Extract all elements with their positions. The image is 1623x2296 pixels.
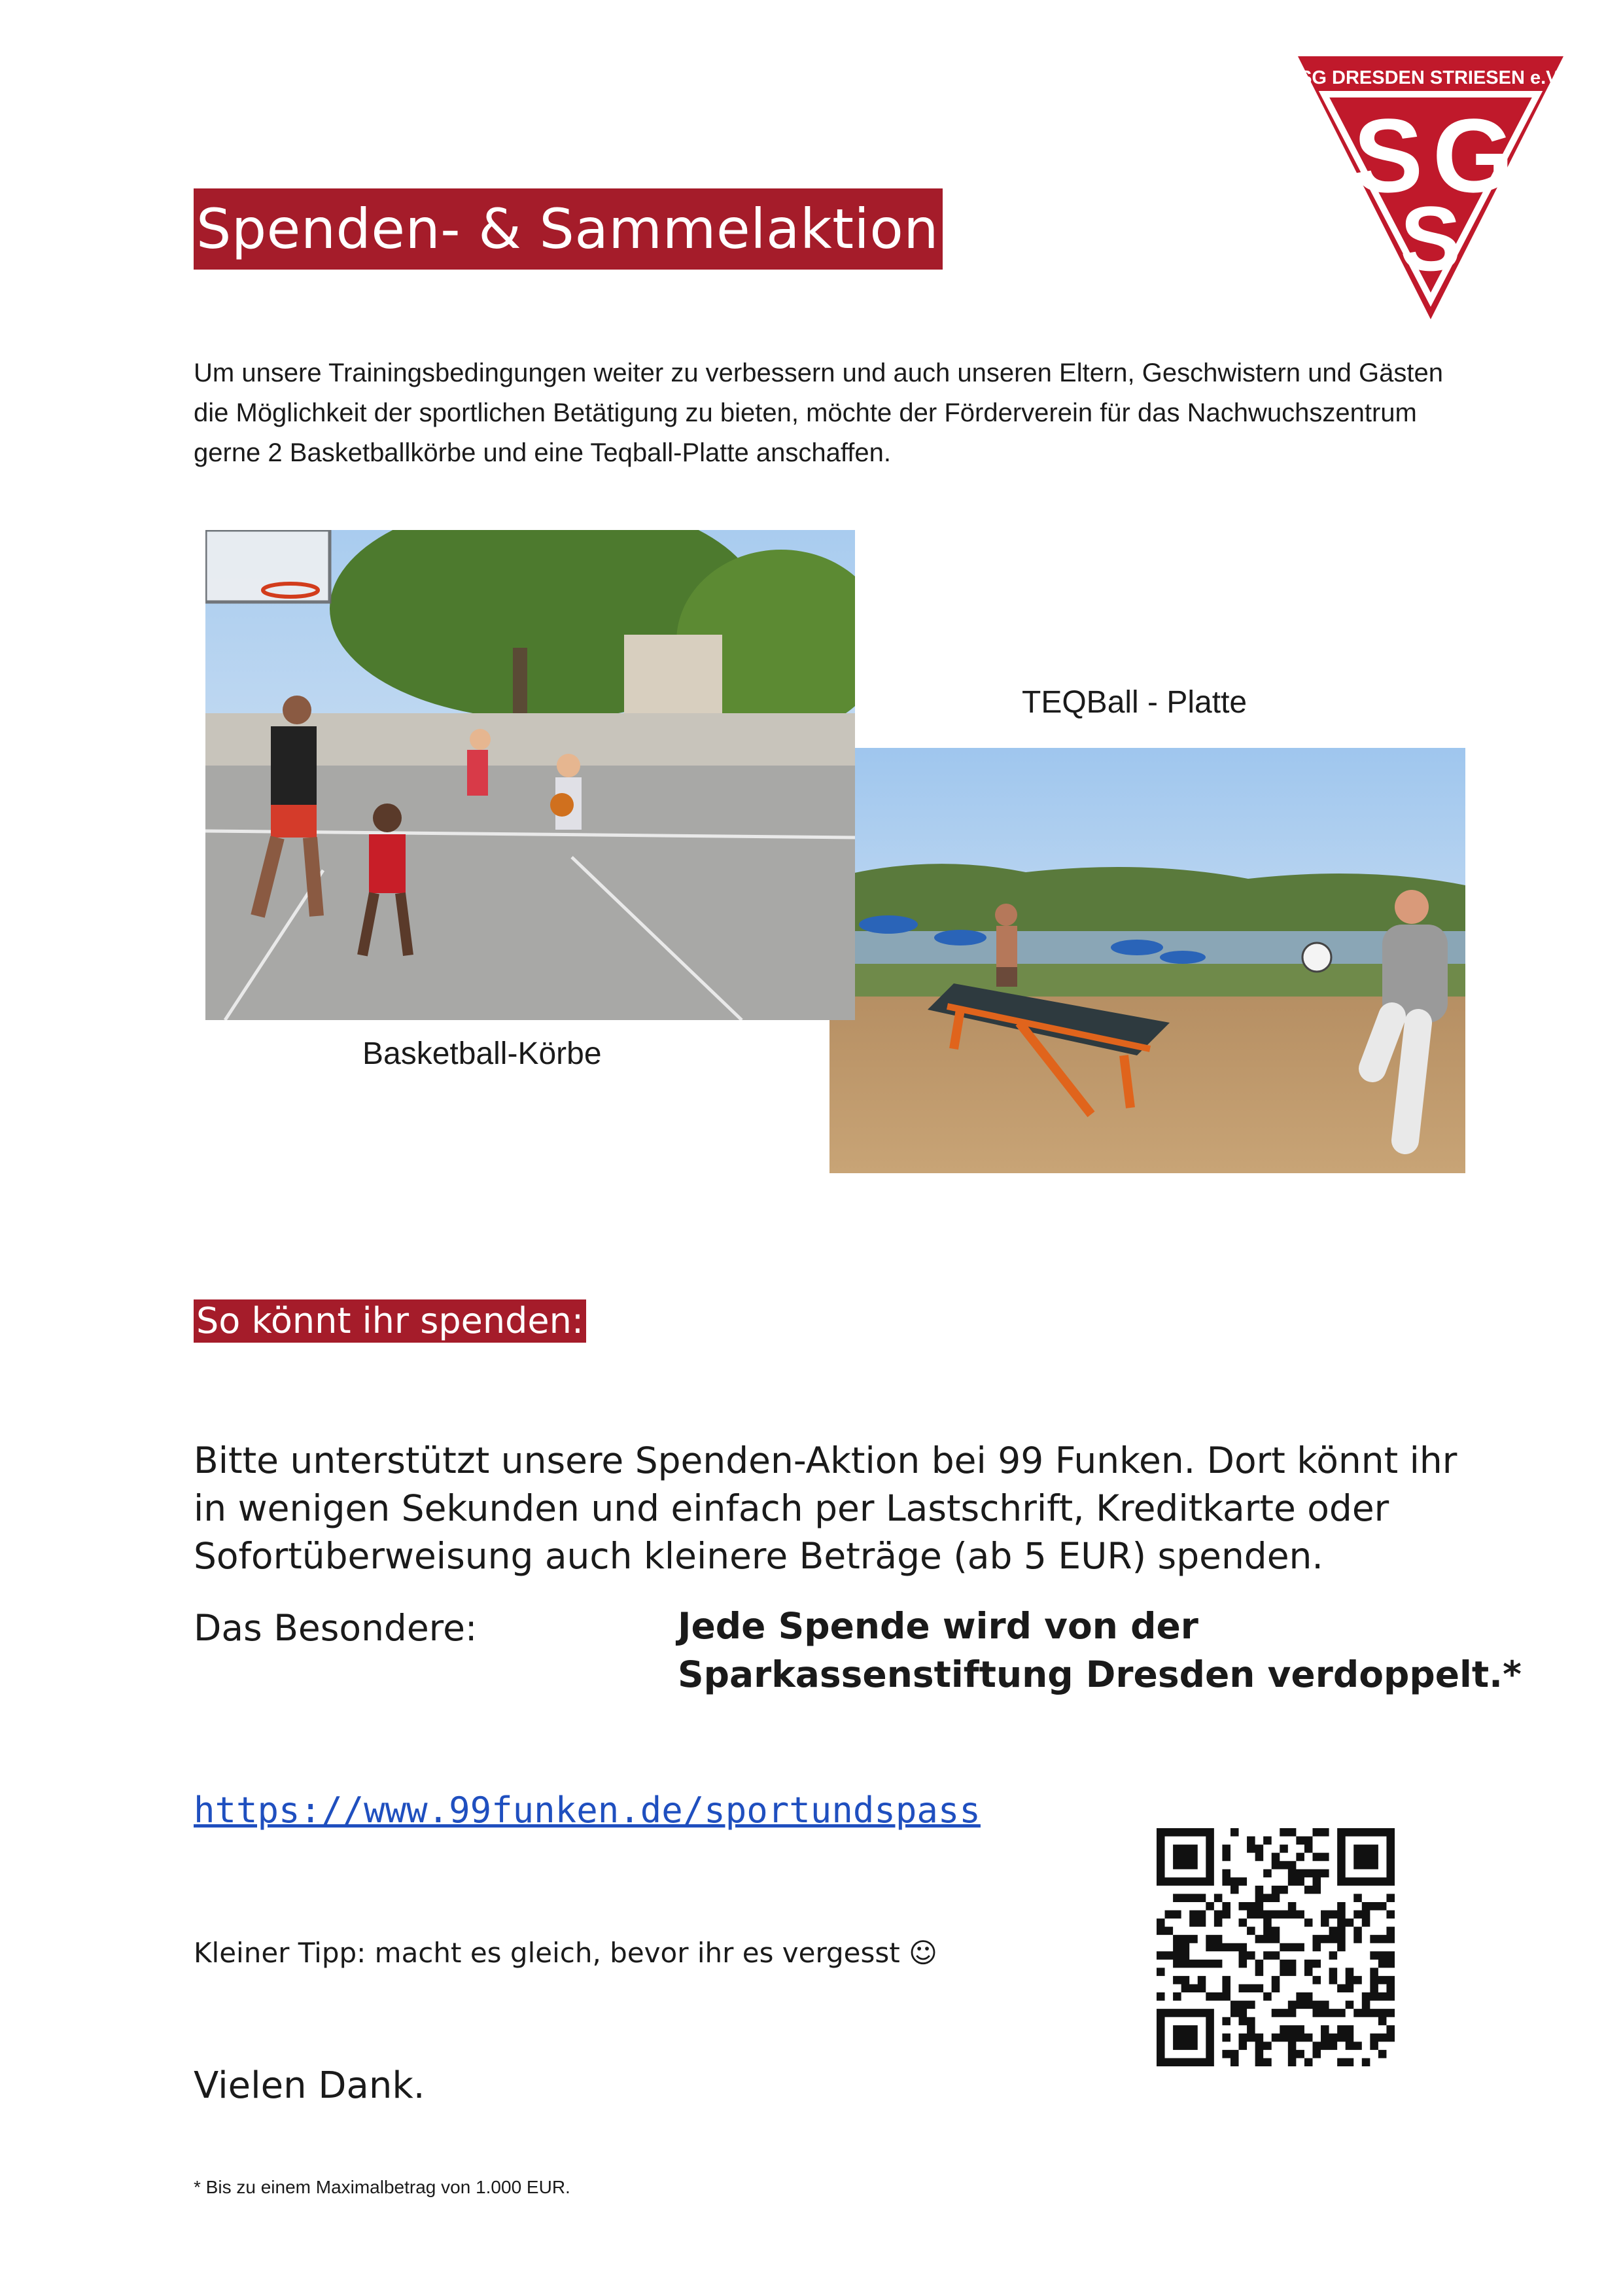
- special-line-1: Jede Spende wird von der: [678, 1605, 1198, 1647]
- donate-paragraph: Bitte unterstützt unsere Spenden-Aktion bei 99 Funken. Dort könnt ihr in wenigen Sekunden und einfach per Lastschrift, Kreditkarte oder Sofortüberweisung auch kleinere Beträge (ab 5 EUR) spenden.: [194, 1439, 1457, 1577]
- logo-letter-s1: S: [1353, 97, 1423, 214]
- special-text: [678, 1602, 1522, 1699]
- teqball-photo: [829, 748, 1465, 1173]
- basketball-photo: [205, 530, 855, 1020]
- donation-link[interactable]: https://www.99funken.de/sportundspass: [194, 1790, 981, 1831]
- special-line-2: Sparkassenstiftung Dresden verdoppelt.*: [678, 1653, 1522, 1695]
- logo-letter-s2: S: [1400, 187, 1461, 290]
- qr-code[interactable]: [1157, 1828, 1395, 2066]
- special-label: Das Besondere:: [194, 1607, 478, 1649]
- basketball-caption: Basketball-Körbe: [362, 1036, 602, 1071]
- footnote: * Bis zu einem Maximalbetrag von 1.000 EUR.: [194, 2177, 570, 2197]
- intro-paragraph: Um unsere Trainingsbedingungen weiter zu verbessern und auch unseren Eltern, Geschwistern und Gästen die Möglichkeit der sportlichen Betätigung zu bieten, möchte der Förderverein für das Nachwuchszentrum gerne 2 Basketballkörbe und eine Teqball-Platte anschaffen.: [194, 359, 1443, 467]
- thanks-text: Vielen Dank.: [194, 2064, 425, 2107]
- teqball-caption: TEQBall - Platte: [1022, 685, 1248, 720]
- logo-letter-g: G: [1432, 97, 1514, 214]
- club-logo: [1283, 51, 1578, 326]
- page-title: Spenden- & Sammelaktion: [194, 188, 943, 270]
- logo-club-name: SG DRESDEN STRIESEN e.V.: [1299, 67, 1562, 88]
- qr-finder-0: [1161, 1832, 1210, 1881]
- tip-text: Kleiner Tipp: macht es gleich, bevor ihr es vergesst ☺: [194, 1937, 937, 1969]
- qr-finder-1: [1341, 1832, 1390, 1881]
- donate-heading: So könnt ihr spenden:: [194, 1299, 586, 1343]
- qr-finder-2: [1161, 2013, 1210, 2062]
